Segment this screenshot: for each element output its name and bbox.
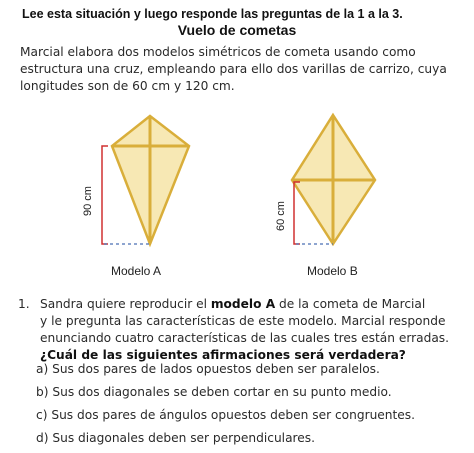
question-line-1-post: de la cometa de Marcial bbox=[275, 297, 426, 311]
option-c[interactable]: c) Sus dos pares de ángulos opuestos deben ser congruentes. bbox=[36, 408, 416, 422]
kite-model-b bbox=[275, 115, 375, 244]
intro-line: estructura una cruz, empleando para ello dos varillas de carrizo, cuya bbox=[20, 62, 447, 76]
question-prompt: ¿Cuál de las siguientes afirmaciones será verdadera? bbox=[40, 348, 406, 362]
page-title: Vuelo de cometas bbox=[177, 22, 297, 38]
question-line-1-bold: modelo A bbox=[210, 297, 276, 311]
model-b-label: Modelo B bbox=[307, 264, 358, 278]
intro-line: Marcial elabora dos modelos simétricos de cometa usando como bbox=[20, 45, 416, 59]
kites-figure bbox=[0, 100, 474, 260]
answer-options bbox=[36, 361, 415, 453]
kite-model-a bbox=[82, 116, 189, 244]
intro-line: longitudes son de 60 cm y 120 cm. bbox=[20, 79, 235, 93]
kite-a-measure-label: 90 cm bbox=[82, 186, 94, 216]
intro-paragraph bbox=[20, 44, 460, 95]
question-line-3: enunciando cuatro características de las cuales tres están erradas. bbox=[40, 331, 450, 345]
option-a[interactable]: a) Sus dos pares de lados opuestos deben ser paralelos. bbox=[36, 362, 380, 376]
question-line-1-pre: Sandra quiere reproducir el bbox=[40, 297, 211, 311]
option-b[interactable]: b) Sus dos diagonales se deben cortar en su punto medio. bbox=[36, 385, 392, 399]
question-1 bbox=[18, 296, 468, 364]
model-a-label: Modelo A bbox=[111, 264, 162, 278]
question-number: 1. bbox=[18, 297, 30, 311]
question-line-2: y le pregunta las características de este modelo. Marcial responde bbox=[40, 314, 446, 328]
option-d[interactable]: d) Sus diagonales deben ser perpendiculares. bbox=[36, 431, 316, 445]
kite-b-measure-label: 60 cm bbox=[275, 201, 287, 231]
instruction-text: Lee esta situación y luego responde las preguntas de la 1 a la 3. bbox=[22, 7, 403, 21]
kite-a-measure-bracket bbox=[102, 146, 108, 244]
